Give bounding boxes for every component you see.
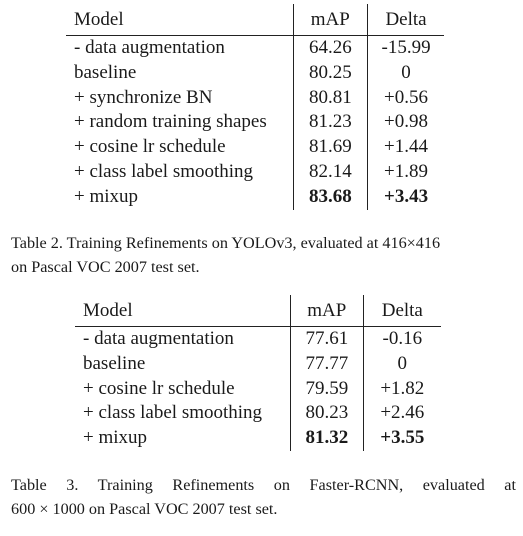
- caption-line-2: on Pascal VOC 2007 test set.: [11, 258, 200, 276]
- cell-map: 81.32: [291, 426, 364, 451]
- caption-line-2: 600 × 1000 on Pascal VOC 2007 test set.: [11, 500, 278, 518]
- table-row: [66, 61, 444, 86]
- cell-map: 80.81: [293, 86, 368, 111]
- cell-model: + mixup: [74, 185, 139, 207]
- table-2-caption: [11, 231, 516, 279]
- caption-line-1: Table 2. Training Refinements on YOLOv3, evaluated at 416×416: [11, 234, 441, 252]
- table-faster-rcnn-refinements: [75, 295, 441, 451]
- cell-map: 64.26: [293, 36, 368, 61]
- cell-model: - data augmentation: [74, 37, 225, 58]
- cell-delta: +3.43: [368, 185, 444, 210]
- table-row: [75, 327, 441, 352]
- cell-delta: 0: [363, 352, 441, 377]
- caption-line-1: Table 3. Training Refinements on Faster-RCNN, evaluated at: [11, 476, 516, 494]
- table-body: [75, 327, 441, 451]
- cell-delta: +1.44: [368, 135, 444, 160]
- table-header-row: [66, 4, 444, 36]
- cell-model: baseline: [74, 61, 137, 83]
- cell-map: 80.25: [293, 61, 368, 86]
- table-row: [66, 86, 444, 111]
- cell-model: baseline: [83, 352, 146, 374]
- cell-model: + class label smoothing: [74, 160, 254, 182]
- table-row: [66, 110, 444, 135]
- table-body: [66, 36, 444, 210]
- table-row: [66, 36, 444, 61]
- cell-model: + class label smoothing: [83, 402, 263, 424]
- table-row: [75, 401, 441, 426]
- cell-model: + cosine lr schedule: [83, 377, 235, 399]
- cell-delta: 0: [368, 61, 444, 86]
- cell-model: + cosine lr schedule: [74, 136, 226, 158]
- cell-map: 82.14: [293, 160, 368, 185]
- cell-map: 81.69: [293, 135, 368, 160]
- cell-delta: +0.98: [368, 110, 444, 135]
- header-map: mAP: [291, 295, 364, 327]
- cell-map: 77.77: [291, 352, 364, 377]
- cell-model: + synchronize BN: [74, 86, 213, 108]
- cell-map: 81.23: [293, 110, 368, 135]
- table-row: [66, 135, 444, 160]
- cell-map: 83.68: [293, 185, 368, 210]
- cell-model: + mixup: [83, 427, 148, 449]
- cell-delta: -0.16: [363, 327, 441, 352]
- header-delta: Delta: [368, 4, 444, 36]
- header-model: Model: [66, 4, 293, 36]
- header-map: mAP: [293, 4, 368, 36]
- table-row: [66, 160, 444, 185]
- table-row: [75, 426, 441, 451]
- table-row: [75, 377, 441, 402]
- cell-delta: +2.46: [363, 401, 441, 426]
- cell-delta: +0.56: [368, 86, 444, 111]
- cell-map: 80.23: [291, 401, 364, 426]
- cell-delta: -15.99: [368, 36, 444, 61]
- table-yolov3-refinements: [66, 4, 444, 210]
- header-delta: Delta: [363, 295, 441, 327]
- header-model: Model: [75, 295, 291, 327]
- table-row: [66, 185, 444, 210]
- table-row: [75, 352, 441, 377]
- table-3-caption: [11, 473, 516, 521]
- cell-map: 79.59: [291, 377, 364, 402]
- cell-model: - data augmentation: [83, 328, 234, 349]
- cell-delta: +1.82: [363, 377, 441, 402]
- cell-delta: +3.55: [363, 426, 441, 451]
- cell-delta: +1.89: [368, 160, 444, 185]
- cell-model: + random training shapes: [74, 111, 267, 133]
- cell-map: 77.61: [291, 327, 364, 352]
- table-header-row: [75, 295, 441, 327]
